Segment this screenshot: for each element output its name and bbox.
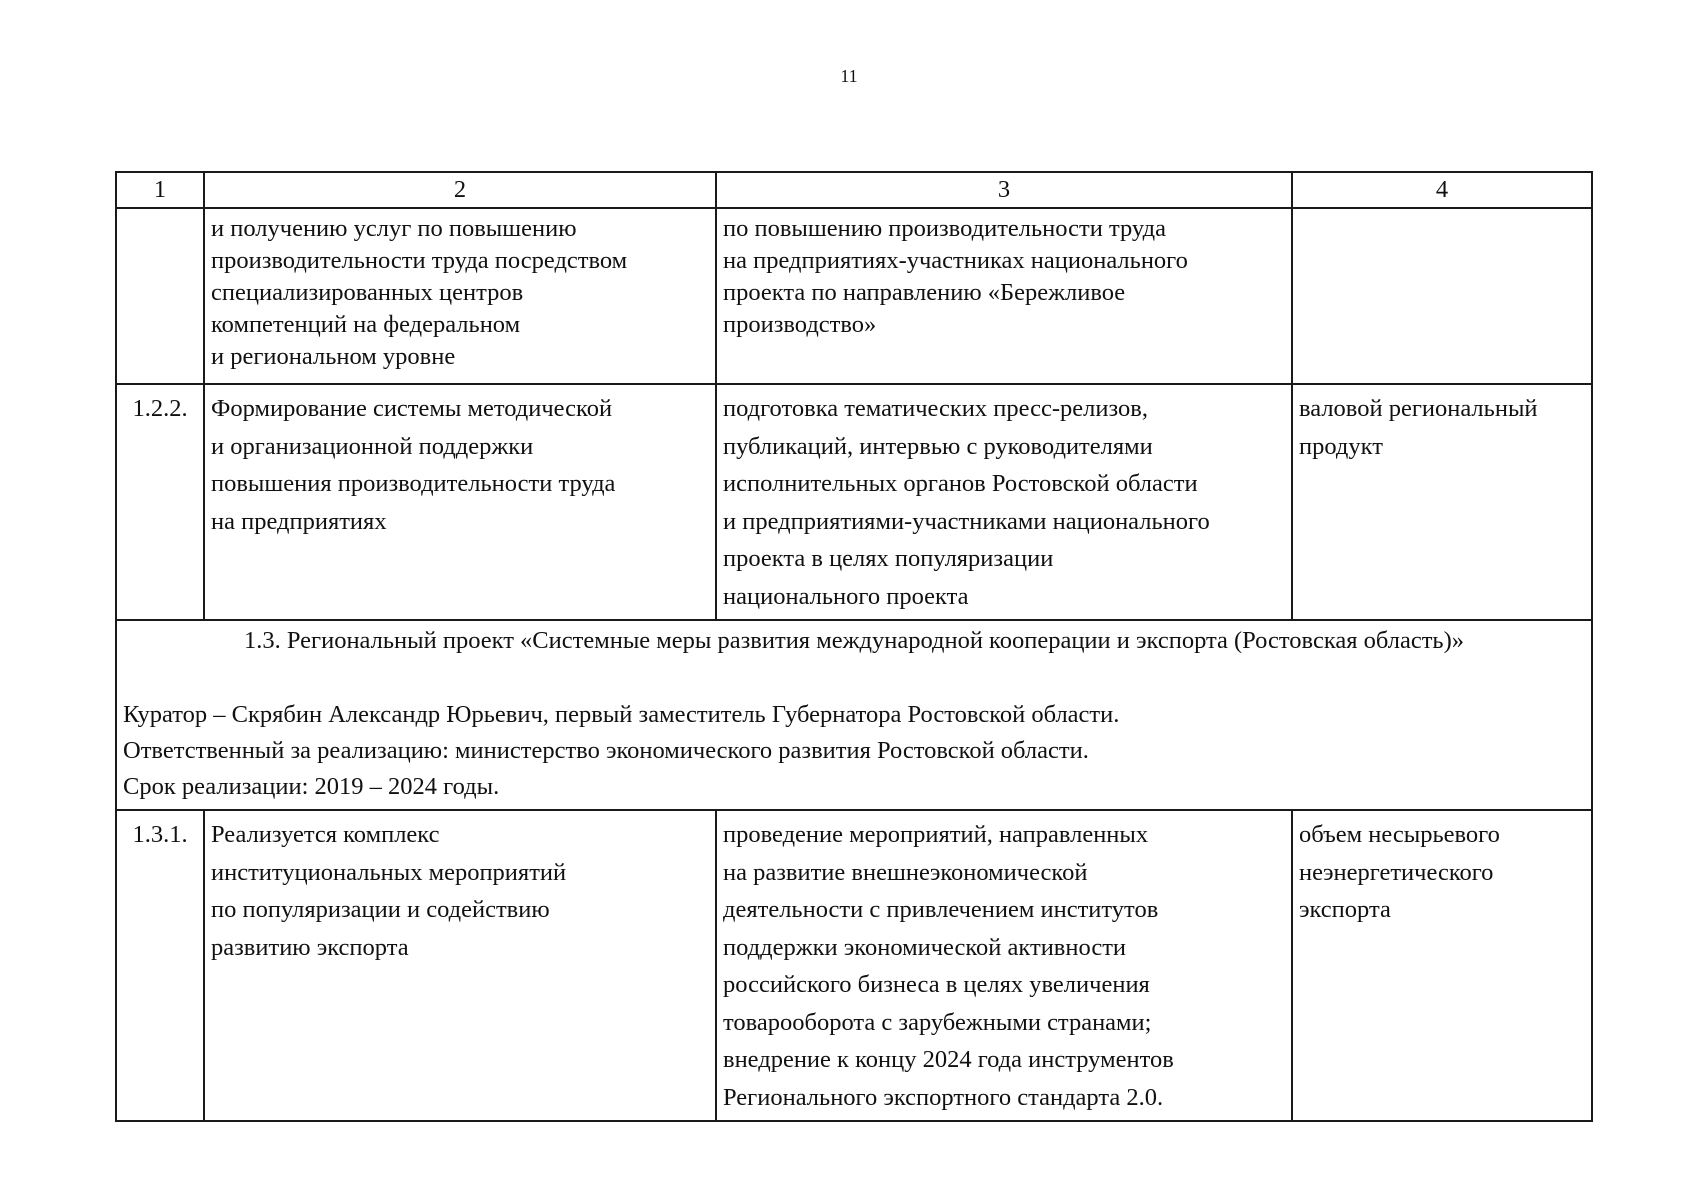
text-line: Формирование системы методической bbox=[211, 395, 613, 422]
text-line: и региональном уровне bbox=[211, 343, 456, 370]
text-line: объем несырьевого bbox=[1299, 821, 1500, 848]
text-line: на предприятиях bbox=[211, 507, 387, 535]
text-line: институциональных мероприятий bbox=[211, 858, 567, 886]
indicator-cell bbox=[1292, 810, 1592, 1121]
section-responsible: Ответственный за реализацию: министерство экономического развития Ростовской области. bbox=[123, 737, 1089, 764]
text-line: по повышению производительности труда bbox=[723, 215, 1166, 242]
text-line: исполнительных органов Ростовской области bbox=[723, 470, 1198, 497]
text-line: деятельности с привлечением институтов bbox=[723, 896, 1159, 923]
section-term: Срок реализации: 2019 – 2024 годы. bbox=[123, 773, 500, 800]
row-number-cell bbox=[116, 208, 204, 384]
header-cell-2: 2 bbox=[204, 172, 716, 208]
text-line: компетенций на федеральном bbox=[211, 311, 521, 338]
header-cell-3: 3 bbox=[716, 172, 1292, 208]
description-cell bbox=[716, 384, 1292, 620]
text-line: развитию экспорта bbox=[211, 933, 409, 961]
text-line: производство» bbox=[723, 311, 877, 338]
description-cell bbox=[716, 208, 1292, 384]
text-line: продукт bbox=[1299, 432, 1383, 460]
program-table bbox=[115, 171, 1593, 1122]
page-number: 11 bbox=[840, 66, 858, 86]
text-line: товарооборота с зарубежными странами; bbox=[723, 1008, 1152, 1036]
table-row-1-2-2 bbox=[116, 384, 1592, 620]
table-header-row bbox=[116, 172, 1592, 208]
text-line: производительности труда посредством bbox=[211, 247, 628, 274]
text-line: специализированных центров bbox=[211, 279, 524, 306]
text-line: национального проекта bbox=[723, 582, 969, 610]
text-line: Регионального экспортного стандарта 2.0. bbox=[723, 1083, 1164, 1111]
text-line: экспорта bbox=[1299, 896, 1391, 923]
event-cell bbox=[204, 810, 716, 1121]
header-cell-1: 1 bbox=[116, 172, 204, 208]
description-cell bbox=[716, 810, 1292, 1121]
table-row-continuation bbox=[116, 208, 1592, 384]
text-line: и предприятиями-участниками национального bbox=[723, 507, 1210, 535]
indicator-cell bbox=[1292, 384, 1592, 620]
section-cell bbox=[116, 620, 1592, 810]
text-line: на предприятиях-участниках национального bbox=[723, 247, 1188, 274]
event-cell bbox=[204, 208, 716, 384]
text-line: проекта по направлению «Бережливое bbox=[723, 279, 1126, 306]
text-line: публикаций, интервью с руководителями bbox=[723, 432, 1153, 460]
section-row-1-3 bbox=[116, 620, 1592, 810]
section-title: 1.3. Региональный проект «Системные меры развития международной кооперации и экспорта (Ростовская область)» bbox=[243, 627, 1465, 654]
text-line: и получению услуг по повышению bbox=[211, 215, 577, 242]
text-line: по популяризации и содействию bbox=[211, 896, 550, 923]
table-row-1-3-1 bbox=[116, 810, 1592, 1121]
text-line: на развитие внешнеэкономической bbox=[723, 858, 1088, 886]
text-line: внедрение к концу 2024 года инструментов bbox=[723, 1046, 1174, 1073]
row-number-cell: 1.3.1. bbox=[116, 810, 204, 1121]
text-line: российского бизнеса в целях увеличения bbox=[723, 971, 1150, 998]
text-line: Реализуется комплекс bbox=[211, 821, 440, 848]
text-line: подготовка тематических пресс-релизов, bbox=[723, 395, 1148, 422]
text-line: неэнергетического bbox=[1299, 858, 1494, 886]
header-cell-4: 4 bbox=[1292, 172, 1592, 208]
row-number-cell: 1.2.2. bbox=[116, 384, 204, 620]
indicator-cell bbox=[1292, 208, 1592, 384]
text-line: проведение мероприятий, направленных bbox=[723, 821, 1149, 848]
text-line: валовой региональный bbox=[1299, 395, 1538, 422]
text-line: поддержки экономической активности bbox=[723, 933, 1127, 961]
text-line: проекта в целях популяризации bbox=[723, 545, 1054, 572]
text-line: повышения производительности труда bbox=[211, 470, 616, 497]
section-curator: Куратор – Скрябин Александр Юрьевич, первый заместитель Губернатора Ростовской области. bbox=[123, 701, 1120, 728]
event-cell bbox=[204, 384, 716, 620]
text-line: и организационной поддержки bbox=[211, 432, 534, 460]
